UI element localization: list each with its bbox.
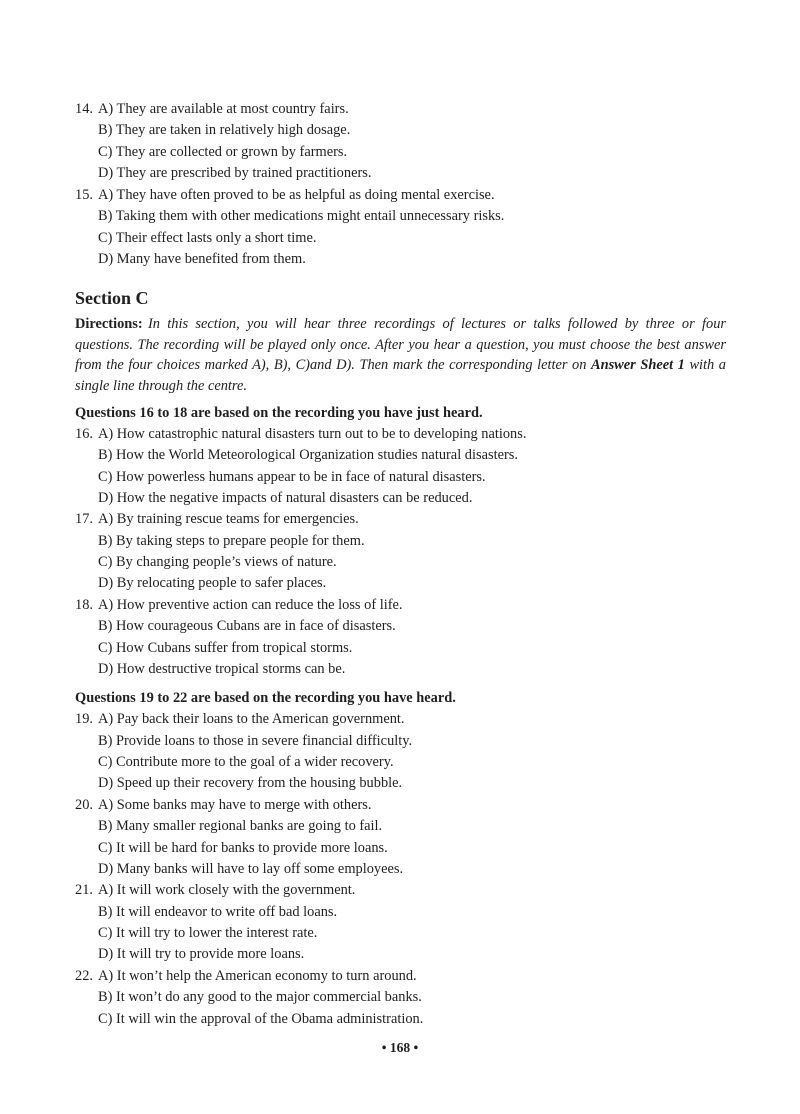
question-22-number: 22. [75, 968, 93, 984]
question-21-option-b: B) It will endeavor to write off bad loans. [98, 904, 338, 920]
question-15-option-d: D) Many have benefited from them. [98, 251, 306, 267]
question-19-option-d: D) Speed up their recovery from the housing bubble. [98, 775, 403, 791]
question-20-option-b: B) Many smaller regional banks are going to fail. [98, 818, 383, 834]
question-18-option-d: D) How destructive tropical storms can be. [98, 661, 346, 677]
question-21-number: 21. [75, 882, 93, 898]
question-14-option-d: D) They are prescribed by trained practitioners. [98, 165, 372, 181]
group-1-heading: Questions 16 to 18 are based on the recording you have just heard. [75, 405, 483, 421]
question-21-option-d: D) It will try to provide more loans. [98, 946, 305, 962]
directions-text [75, 314, 726, 396]
question-21-option-a: A) It will work closely with the government. [98, 882, 356, 898]
question-18-number: 18. [75, 597, 93, 613]
question-18-option-b: B) How courageous Cubans are in face of disasters. [98, 618, 396, 634]
question-17-option-c: C) By changing people’s views of nature. [98, 554, 337, 570]
question-15-number: 15. [75, 187, 93, 203]
question-21-option-c: C) It will try to lower the interest rate. [98, 925, 318, 941]
question-16-option-b: B) How the World Meteorological Organization studies natural disasters. [98, 447, 518, 463]
question-16-option-d: D) How the negative impacts of natural disasters can be reduced. [98, 490, 473, 506]
question-14-option-a: A) They are available at most country fairs. [98, 101, 349, 117]
question-20-number: 20. [75, 797, 93, 813]
question-15-option-b: B) Taking them with other medications might entail unnecessary risks. [98, 208, 505, 224]
question-22-option-b: B) It won’t do any good to the major commercial banks. [98, 989, 422, 1005]
section-title: Section C [75, 288, 149, 308]
question-17-number: 17. [75, 511, 93, 527]
question-14-option-c: C) They are collected or grown by farmers. [98, 144, 348, 160]
question-19-option-c: C) Contribute more to the goal of a wider recovery. [98, 754, 394, 770]
answer-sheet-reference: Answer Sheet 1 [590, 357, 685, 373]
question-18-option-c: C) How Cubans suffer from tropical storms. [98, 640, 353, 656]
question-17-option-d: D) By relocating people to safer places. [98, 575, 327, 591]
question-17-option-a: A) By training rescue teams for emergencies. [98, 511, 359, 527]
question-18-option-a: A) How preventive action can reduce the loss of life. [98, 597, 403, 613]
question-14-option-b: B) They are taken in relatively high dosage. [98, 122, 351, 138]
question-20-option-c: C) It will be hard for banks to provide more loans. [98, 840, 388, 856]
question-17-option-b: B) By taking steps to prepare people for them. [98, 533, 365, 549]
directions-label: Directions: [75, 316, 143, 332]
question-22-option-c: C) It will win the approval of the Obama administration. [98, 1011, 424, 1027]
question-19-number: 19. [75, 711, 93, 727]
group-2-heading: Questions 19 to 22 are based on the recording you have heard. [75, 690, 456, 706]
question-15-option-a: A) They have often proved to be as helpful as doing mental exercise. [98, 187, 495, 203]
question-19-option-a: A) Pay back their loans to the American government. [98, 711, 405, 727]
question-22-option-a: A) It won’t help the American economy to turn around. [98, 968, 417, 984]
question-19-option-b: B) Provide loans to those in severe financial difficulty. [98, 733, 413, 749]
question-15-option-c: C) Their effect lasts only a short time. [98, 230, 317, 246]
page-number: • 168 • [381, 1040, 419, 1055]
question-16-option-c: C) How powerless humans appear to be in face of natural disasters. [98, 469, 486, 485]
question-20-option-d: D) Many banks will have to lay off some employees. [98, 861, 404, 877]
question-16-option-a: A) How catastrophic natural disasters turn out to be to developing nations. [98, 426, 527, 442]
question-20-option-a: A) Some banks may have to merge with others. [98, 797, 372, 813]
question-16-number: 16. [75, 426, 93, 442]
question-14-number: 14. [75, 101, 93, 117]
directions-text-part1: In this section, you will hear three recordings of lectures or talks followed by three or four questions. The recording will be played only once. After you hear a question, you must choose the best answer from the four choices marked A), B), C)and D). Then mark the corresponding letter on [75, 316, 726, 373]
directions-text-part2: with a single line through the centre. [75, 357, 726, 394]
